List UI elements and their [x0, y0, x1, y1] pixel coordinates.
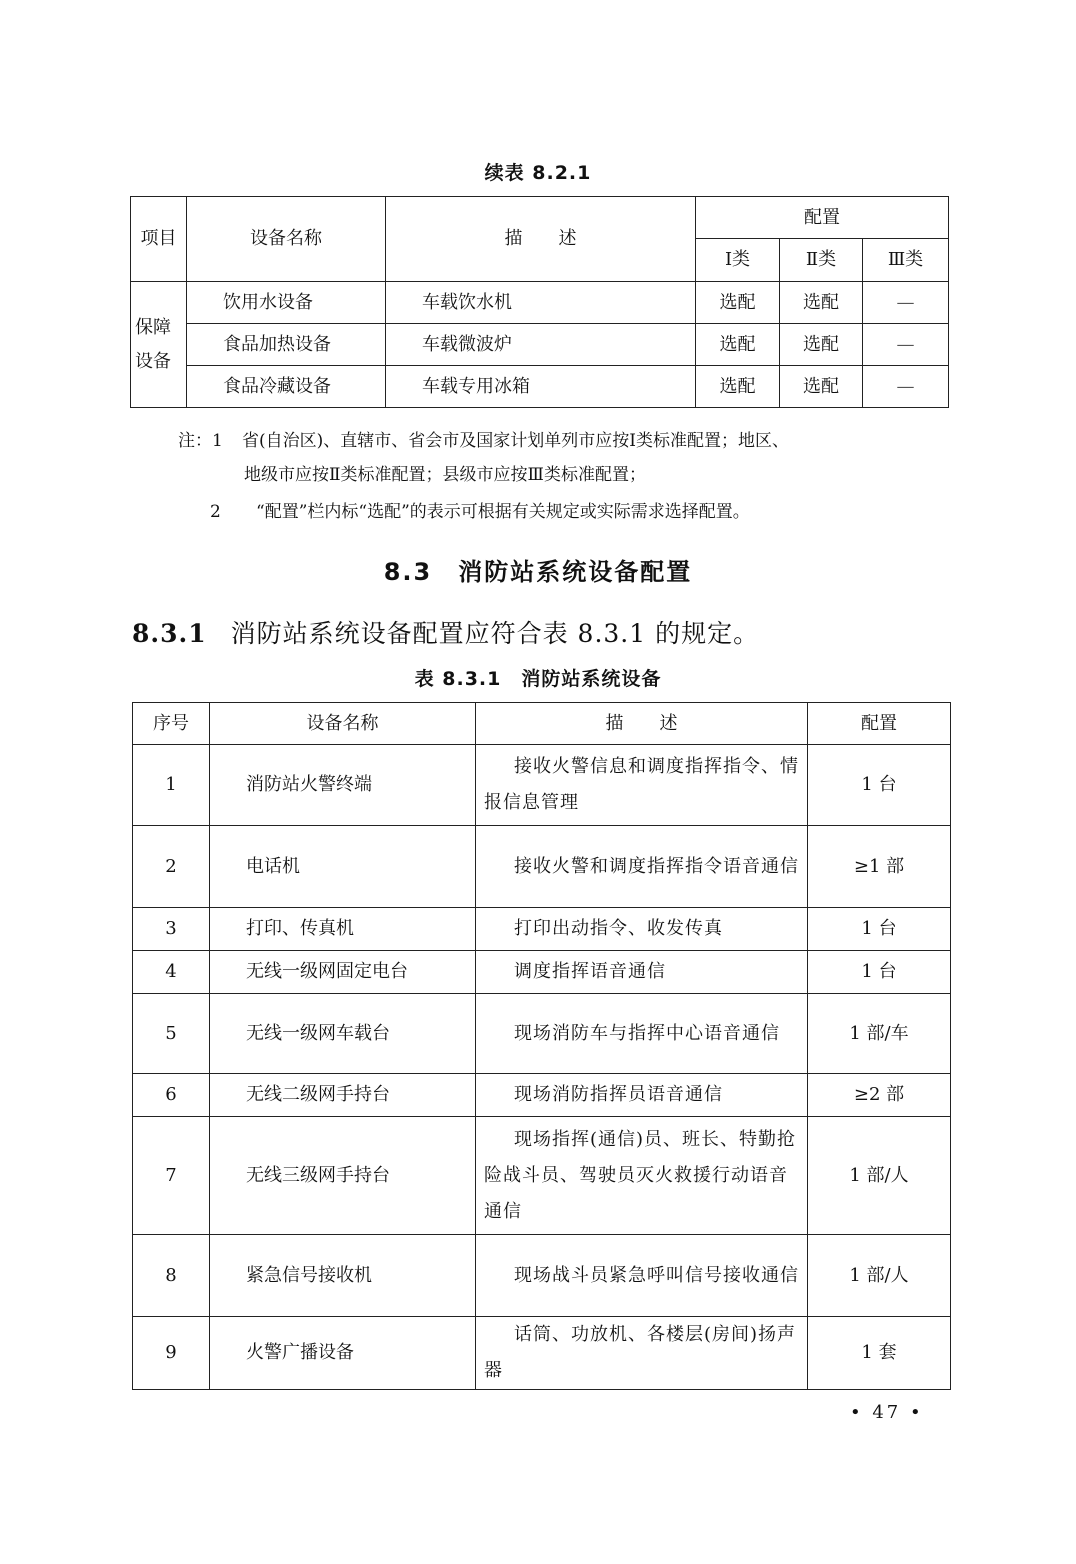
note-text: “配置”栏内标“选配”的表示可根据有关规定或实际需求选择配置。	[256, 502, 750, 522]
row-no: 2	[133, 826, 210, 908]
header-desc: 描 述	[476, 703, 808, 745]
row-desc: 打印出动指令、收发传真	[476, 908, 808, 951]
row-name: 饮用水设备	[187, 282, 386, 324]
page-number: • 47 •	[850, 1402, 924, 1423]
row-name: 食品冷藏设备	[187, 366, 386, 408]
row-desc: 接收火警和调度指挥指令语音通信	[476, 826, 808, 908]
row-c2: 选配	[780, 324, 863, 366]
header-name: 设备名称	[187, 197, 386, 282]
header-item: 项目	[131, 197, 187, 282]
row-no: 6	[133, 1074, 210, 1117]
row-c3: —	[863, 366, 949, 408]
section-title: 8.3 消防站系统设备配置	[383, 558, 693, 586]
row-desc: 现场指挥(通信)员、班长、特勤抢险战斗员、驾驶员灭火救援行动语音通信	[476, 1117, 808, 1235]
row-name: 食品加热设备	[187, 324, 386, 366]
row-config: ≥1 部	[808, 826, 951, 908]
row-desc: 现场消防车与指挥中心语音通信	[476, 994, 808, 1074]
note-number: 1	[212, 431, 223, 451]
table-8-2-1-continued	[130, 196, 949, 408]
clause-8-3-1	[132, 614, 759, 650]
note-number: 2	[210, 502, 221, 522]
header-config: 配置	[808, 703, 951, 745]
row-desc: 调度指挥语音通信	[476, 951, 808, 994]
row-config: 1 台	[808, 951, 951, 994]
table-row	[133, 951, 951, 994]
row-config: 1 部/人	[808, 1235, 951, 1317]
row-name: 无线二级网手持台	[210, 1074, 476, 1117]
note-label: 注：	[178, 431, 212, 451]
table2-caption: 表 8.3.1 消防站系统设备	[414, 668, 662, 690]
group-cell: 保障设备	[131, 282, 187, 408]
table-row	[133, 1117, 951, 1235]
row-name: 无线一级网车载台	[210, 994, 476, 1074]
note-text: 省(自治区)、直辖市、省会市及国家计划单列市应按Ⅰ类标准配置；地区、	[242, 431, 789, 451]
row-name: 无线一级网固定电台	[210, 951, 476, 994]
table-row	[133, 994, 951, 1074]
row-config: 1 套	[808, 1317, 951, 1390]
note-1	[178, 424, 958, 458]
table-8-3-1	[132, 702, 951, 1390]
note-1-cont: 地级市应按Ⅱ类标准配置；县级市应按Ⅲ类标准配置；	[244, 465, 646, 485]
row-name: 消防站火警终端	[210, 745, 476, 826]
table-row	[133, 1074, 951, 1117]
table-row	[133, 826, 951, 908]
row-c1: 选配	[696, 366, 780, 408]
table-row	[131, 366, 949, 408]
clause-text: 消防站系统设备配置应符合表 8.3.1 的规定。	[230, 619, 760, 648]
table-row	[133, 908, 951, 951]
row-desc: 车载微波炉	[386, 324, 696, 366]
row-no: 1	[133, 745, 210, 826]
header-class3: Ⅲ类	[863, 239, 949, 282]
row-c1: 选配	[696, 282, 780, 324]
table1-caption: 续表 8.2.1	[484, 162, 592, 184]
row-no: 8	[133, 1235, 210, 1317]
header-class1: Ⅰ类	[696, 239, 780, 282]
table-row	[133, 1317, 951, 1390]
row-desc: 话筒、功放机、各楼层(房间)扬声器	[476, 1317, 808, 1390]
row-desc: 车载饮水机	[386, 282, 696, 324]
row-desc: 现场战斗员紧急呼叫信号接收通信	[476, 1235, 808, 1317]
row-c2: 选配	[780, 366, 863, 408]
row-config: 1 部/人	[808, 1117, 951, 1235]
row-no: 7	[133, 1117, 210, 1235]
row-c2: 选配	[780, 282, 863, 324]
row-no: 5	[133, 994, 210, 1074]
table-row	[133, 745, 951, 826]
row-desc: 现场消防指挥员语音通信	[476, 1074, 808, 1117]
header-config: 配置	[696, 197, 949, 239]
row-c1: 选配	[696, 324, 780, 366]
row-name: 紧急信号接收机	[210, 1235, 476, 1317]
row-config: 1 部/车	[808, 994, 951, 1074]
row-desc: 接收火警信息和调度指挥指令、情报信息管理	[476, 745, 808, 826]
row-config: 1 台	[808, 908, 951, 951]
row-desc: 车载专用冰箱	[386, 366, 696, 408]
row-name: 电话机	[210, 826, 476, 908]
notes	[178, 424, 958, 529]
row-no: 9	[133, 1317, 210, 1390]
row-c3: —	[863, 324, 949, 366]
row-config: ≥2 部	[808, 1074, 951, 1117]
note-2	[178, 495, 958, 529]
table-row	[131, 282, 949, 324]
row-config: 1 台	[808, 745, 951, 826]
header-name: 设备名称	[210, 703, 476, 745]
table-row	[131, 324, 949, 366]
row-no: 4	[133, 951, 210, 994]
row-c3: —	[863, 282, 949, 324]
table-row	[133, 1235, 951, 1317]
row-name: 火警广播设备	[210, 1317, 476, 1390]
row-name: 无线三级网手持台	[210, 1117, 476, 1235]
header-class2: Ⅱ类	[780, 239, 863, 282]
row-no: 3	[133, 908, 210, 951]
header-desc: 描 述	[386, 197, 696, 282]
row-name: 打印、传真机	[210, 908, 476, 951]
header-no: 序号	[133, 703, 210, 745]
clause-number: 8.3.1	[132, 619, 207, 648]
